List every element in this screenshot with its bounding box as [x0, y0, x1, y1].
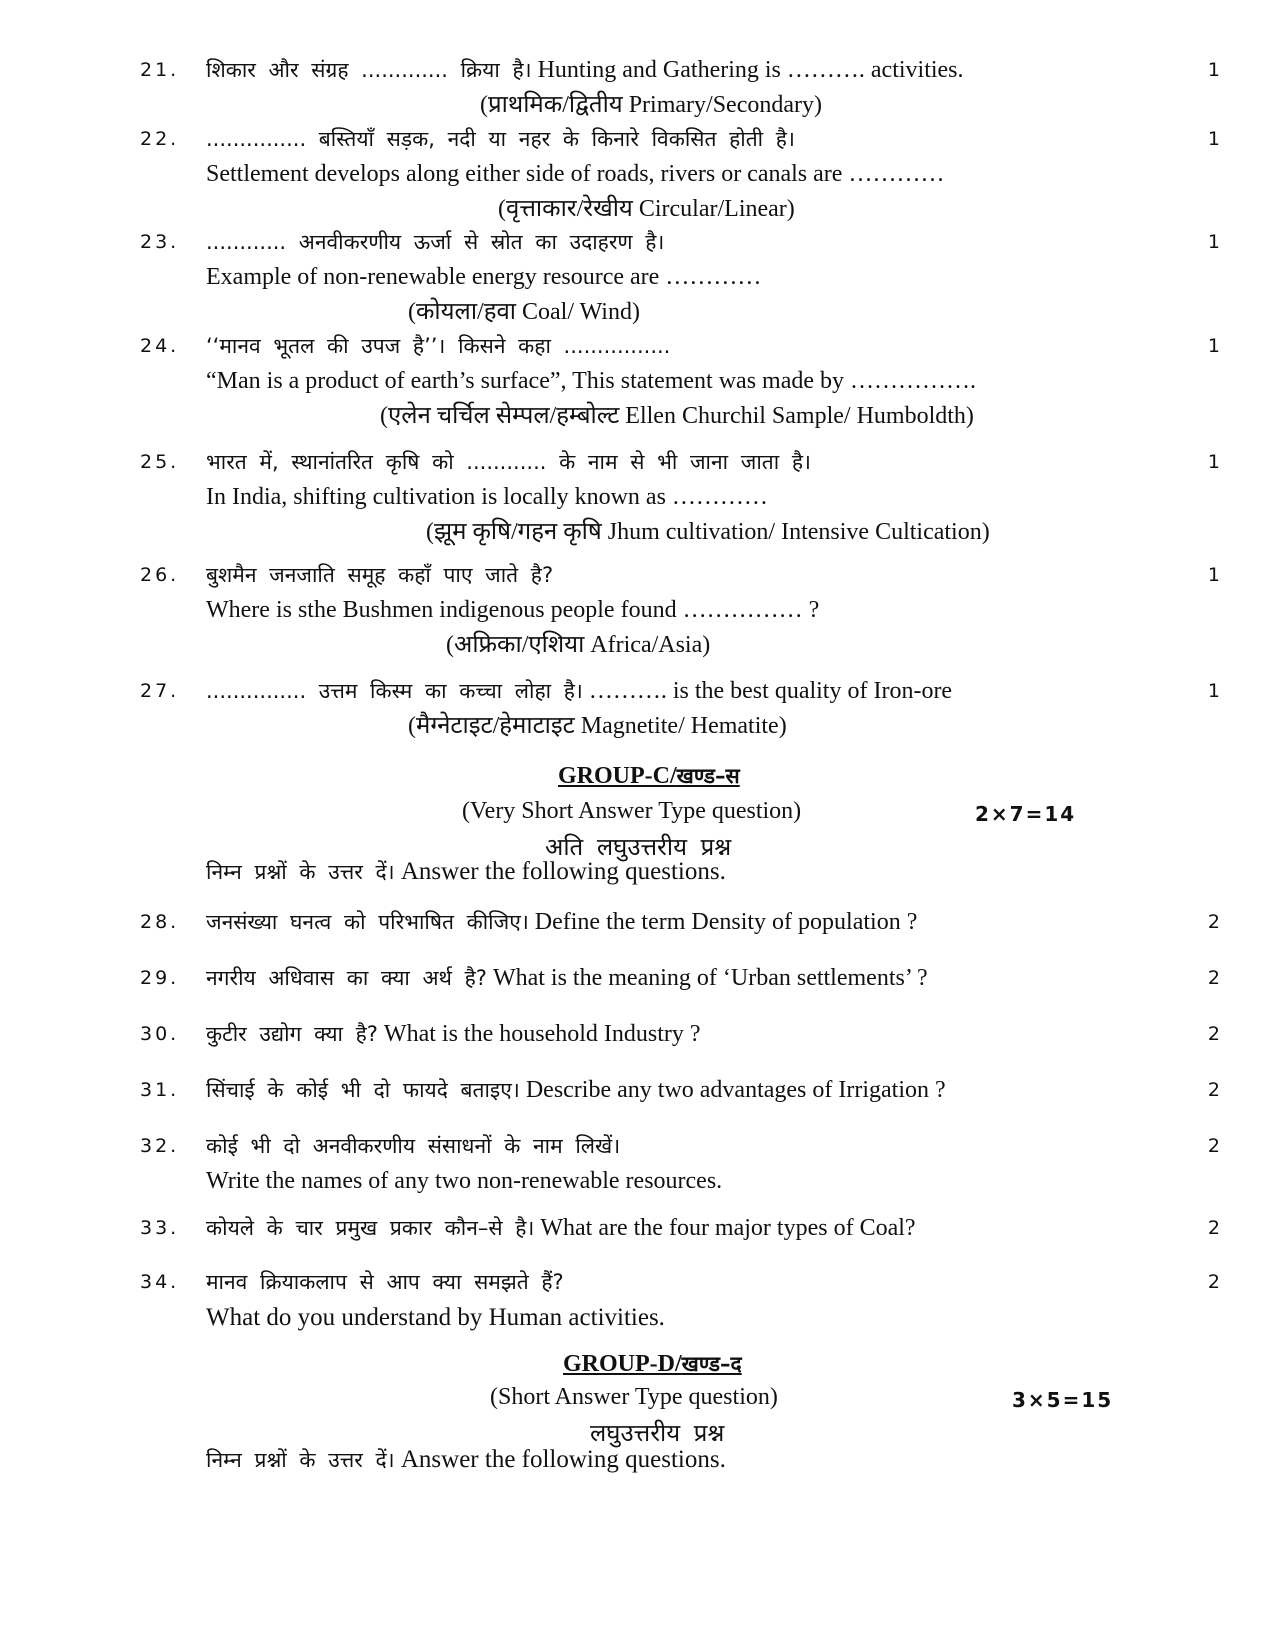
question-number: 30.: [140, 1023, 180, 1045]
question-hindi: मानव क्रियाकलाप से आप क्या समझते हैं?: [206, 1270, 564, 1294]
answer-options: (मैग्नेटाइट/हेमाटाइट Magnetite/ Hematite): [408, 713, 787, 739]
question-31: [140, 1072, 1220, 1108]
question-23: [140, 224, 1220, 330]
group-d-subtitle-hindi: लघुउत्तरीय प्रश्न: [590, 1419, 725, 1447]
question-hindi: शिकार और संग्रह ............. क्रिया है।: [206, 58, 532, 82]
marks: 2: [1207, 1271, 1220, 1293]
question-27: [140, 673, 1220, 744]
marks: 1: [1207, 451, 1220, 473]
question-number: 33.: [140, 1217, 180, 1239]
question-number: 21.: [140, 59, 180, 81]
question-hindi: भारत में, स्थानांतरित कृषि को ............ के नाम से भी जाना जाता है।: [206, 450, 811, 474]
answer-options: (कोयला/हवा Coal/ Wind): [408, 299, 640, 325]
question-english: What is the household Industry ?: [383, 1021, 701, 1047]
question-number: 31.: [140, 1079, 180, 1101]
question-26: [140, 557, 1220, 663]
question-number: 32.: [140, 1135, 180, 1157]
marks: 2: [1207, 1217, 1220, 1239]
question-english: Describe any two advantages of Irrigation ?: [525, 1077, 946, 1103]
question-32: [140, 1128, 1220, 1199]
group-d-title: GROUP-D/खण्ड–द: [563, 1351, 742, 1377]
question-hindi: बुशमैन जनजाति समूह कहाँ पाए जाते है?: [206, 563, 554, 587]
question-29: [140, 960, 1220, 996]
question-number: 27.: [140, 680, 180, 702]
question-34: [140, 1264, 1220, 1335]
question-hindi: कोयले के चार प्रमुख प्रकार कौन–से है।: [206, 1216, 535, 1240]
group-c-title: GROUP-C/खण्ड–स: [558, 763, 740, 789]
marks: 1: [1207, 335, 1220, 357]
question-english: What is the meaning of ‘Urban settlements’ ?: [492, 965, 928, 991]
question-number: 25.: [140, 451, 180, 473]
question-30: [140, 1016, 1220, 1052]
question-number: 34.: [140, 1271, 180, 1293]
question-number: 28.: [140, 911, 180, 933]
group-d-marks-scheme: 3×5=15: [1012, 1388, 1114, 1412]
question-hindi: ............... उत्तम किस्म का कच्चा लोहा है।: [206, 679, 583, 703]
answer-options: (वृत्ताकार/रेखीय Circular/Linear): [498, 196, 795, 222]
marks: 1: [1207, 128, 1220, 150]
question-28: [140, 904, 1220, 940]
question-24: [140, 328, 1220, 434]
question-english: What do you understand by Human activities.: [206, 1304, 665, 1331]
question-hindi: कोई भी दो अनवीकरणीय संसाधनों के नाम लिखें।: [206, 1134, 621, 1158]
question-hindi: नगरीय अधिवास का क्या अर्थ है?: [206, 966, 487, 990]
group-c-subtitle-hindi: अति लघुउत्तरीय प्रश्न: [545, 833, 732, 861]
question-number: 26.: [140, 564, 180, 586]
question-english: ………. is the best quality of Iron-ore: [588, 678, 953, 704]
question-english: “Man is a product of earth’s surface”, This statement was made by …………….: [206, 368, 977, 394]
question-number: 23.: [140, 231, 180, 253]
question-english: Define the term Density of population ?: [534, 909, 918, 935]
question-number: 24.: [140, 335, 180, 357]
question-hindi: ............... बस्तियाँ सड़क, नदी या नहर के किनारे विकसित होती है।: [206, 127, 795, 151]
marks: 1: [1207, 59, 1220, 81]
marks: 1: [1207, 680, 1220, 702]
answer-options: (प्राथमिक/द्वितीय Primary/Secondary): [480, 92, 822, 118]
question-hindi: कुटीर उद्योग क्या है?: [206, 1022, 378, 1046]
question-number: 29.: [140, 967, 180, 989]
question-english: Write the names of any two non-renewable resources.: [206, 1168, 723, 1194]
question-english: Where is sthe Bushmen indigenous people found …………… ?: [206, 597, 820, 623]
question-25: [140, 444, 1220, 550]
question-english: Hunting and Gathering is ………. activities.: [537, 57, 964, 83]
group-c-subtitle: (Very Short Answer Type question): [462, 798, 802, 824]
answer-options: (एलेन चर्चिल सेम्पल/हम्बोल्ट Ellen Churchil Sample/ Humboldth): [380, 403, 974, 429]
marks: 2: [1207, 1079, 1220, 1101]
question-hindi: सिंचाई के कोई भी दो फायदे बताइए।: [206, 1078, 520, 1102]
question-hindi: ‘‘मानव भूतल की उपज है’’। किसने कहा ................: [206, 334, 671, 358]
marks: 1: [1207, 564, 1220, 586]
marks: 2: [1207, 911, 1220, 933]
marks: 1: [1207, 231, 1220, 253]
question-33: [140, 1210, 1220, 1246]
question-english: What are the four major types of Coal?: [540, 1215, 916, 1241]
question-21: [140, 52, 1220, 123]
group-c-marks-scheme: 2×7=14: [975, 802, 1077, 826]
marks: 2: [1207, 1023, 1220, 1045]
question-number: 22.: [140, 128, 180, 150]
marks: 2: [1207, 1135, 1220, 1157]
group-d-subtitle: (Short Answer Type question): [490, 1384, 778, 1410]
question-english: Example of non-renewable energy resource are …………: [206, 264, 762, 290]
question-22: [140, 121, 1220, 227]
question-english: Settlement develops along either side of roads, rivers or canals are …………: [206, 161, 945, 187]
group-c-instruction: निम्न प्रश्नों के उत्तर दें। Answer the following questions.: [206, 858, 726, 885]
question-english: In India, shifting cultivation is locally known as …………: [206, 484, 768, 510]
answer-options: (अफ्रिका/एशिया Africa/Asia): [446, 632, 711, 658]
marks: 2: [1207, 967, 1220, 989]
answer-options: (झूम कृषि/गहन कृषि Jhum cultivation/ Intensive Cultication): [426, 519, 990, 545]
question-hindi: जनसंख्या घनत्व को परिभाषित कीजिए।: [206, 910, 529, 934]
group-d-instruction: निम्न प्रश्नों के उत्तर दें। Answer the following questions.: [206, 1446, 726, 1473]
question-hindi: ............ अनवीकरणीय ऊर्जा से स्रोत का उदाहरण है।: [206, 230, 665, 254]
